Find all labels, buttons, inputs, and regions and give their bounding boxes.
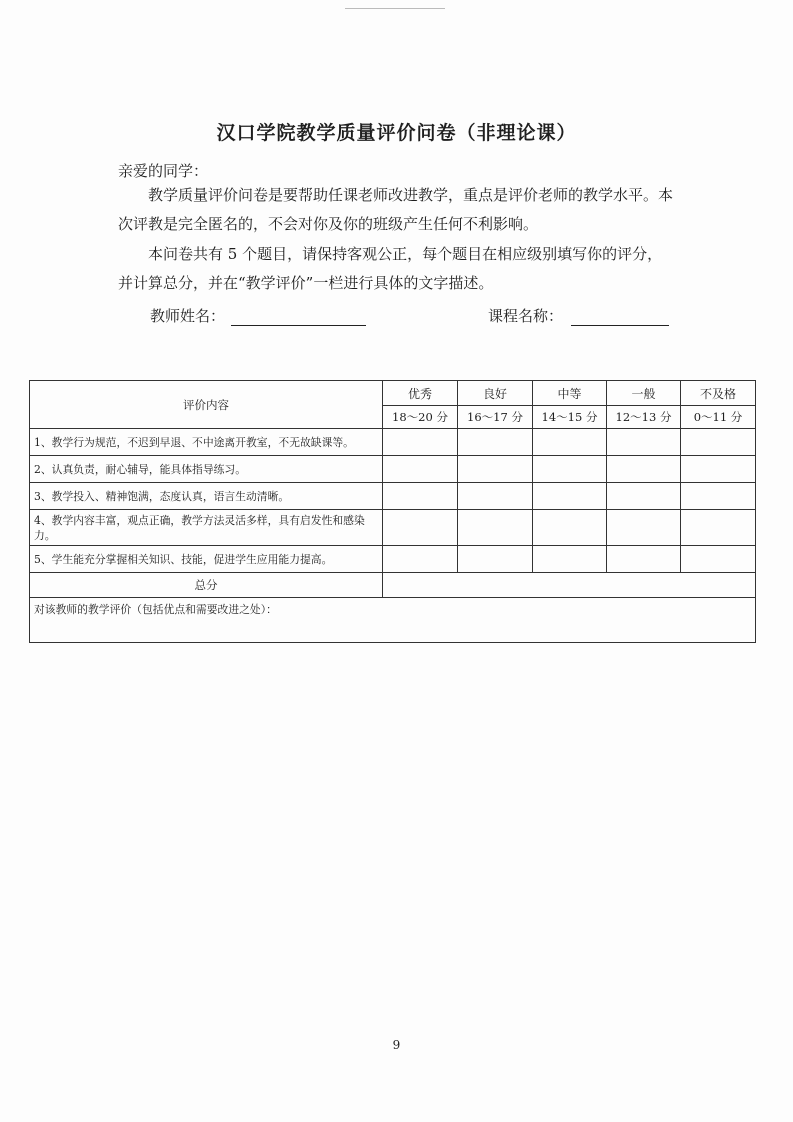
score-cell[interactable] [607,510,681,546]
teacher-name-label: 教师姓名： [150,307,226,325]
score-cell[interactable] [458,456,533,483]
greeting: 亲爱的同学： [118,162,209,180]
score-cell[interactable] [458,546,533,573]
score-cell[interactable] [533,429,607,456]
intro-paragraph-1: 教学质量评价问卷是要帮助任课老师改进教学，重点是评价老师的教学水平。本次评教是完全匿名的，不会对你及你的班级产生任何不利影响。 [118,186,674,233]
grade-header-good: 良好 [458,381,533,406]
evaluation-table [29,380,756,643]
score-cell[interactable] [383,546,458,573]
score-cell[interactable] [533,483,607,510]
score-cell[interactable] [458,510,533,546]
intro-paragraph-2: 本问卷共有 5 个题目，请保持客观公正，每个题目在相应级别填写你的评分，并计算总分，并在“教学评价”一栏进行具体的文字描述。 [118,245,663,292]
course-name-label: 课程名称： [488,307,564,325]
score-cell[interactable] [607,483,681,510]
score-cell[interactable] [383,456,458,483]
score-cell[interactable] [458,429,533,456]
item-2: 2、认真负责，耐心辅导，能具体指导练习。 [30,456,383,483]
score-cell[interactable] [383,510,458,546]
score-cell[interactable] [681,546,756,573]
score-cell[interactable] [681,456,756,483]
score-cell[interactable] [607,456,681,483]
course-name-field [488,305,669,326]
teacher-name-blank[interactable] [231,308,366,326]
item-1: 1、教学行为规范，不迟到早退、不中途离开教室，不无故缺课等。 [30,429,383,456]
score-cell[interactable] [383,483,458,510]
score-cell[interactable] [607,546,681,573]
score-cell[interactable] [607,429,681,456]
total-label: 总分 [30,573,383,598]
item-4: 4、教学内容丰富，观点正确，教学方法灵活多样，具有启发性和感染力。 [30,510,383,546]
score-cell[interactable] [681,510,756,546]
grade-range-good: 16～17 分 [458,406,533,429]
score-cell[interactable] [533,456,607,483]
grade-header-fail: 不及格 [681,381,756,406]
teacher-comment-area[interactable] [30,598,756,643]
content-header: 评价内容 [30,381,383,429]
comment-label: 对该教师的教学评价（包括优点和需要改进之处）： [34,603,277,616]
course-name-blank[interactable] [571,308,669,326]
teacher-name-field [150,305,366,326]
grade-header-fair: 一般 [607,381,681,406]
total-score-cell[interactable] [383,573,756,598]
grade-range-average: 14～15 分 [533,406,607,429]
grade-range-excellent: 18～20 分 [383,406,458,429]
score-cell[interactable] [681,429,756,456]
score-cell[interactable] [383,429,458,456]
item-3: 3、教学投入、精神饱满，态度认真，语言生动清晰。 [30,483,383,510]
grade-range-fair: 12～13 分 [607,406,681,429]
grade-header-excellent: 优秀 [383,381,458,406]
scan-artifact [345,8,445,9]
item-5: 5、学生能充分掌握相关知识、技能，促进学生应用能力提高。 [30,546,383,573]
grade-header-average: 中等 [533,381,607,406]
page-title: 汉口学院教学质量评价问卷（非理论课） [216,122,577,144]
page-number: 9 [392,1038,401,1052]
score-cell[interactable] [681,483,756,510]
score-cell[interactable] [533,546,607,573]
score-cell[interactable] [533,510,607,546]
grade-range-fail: 0～11 分 [681,406,756,429]
score-cell[interactable] [458,483,533,510]
